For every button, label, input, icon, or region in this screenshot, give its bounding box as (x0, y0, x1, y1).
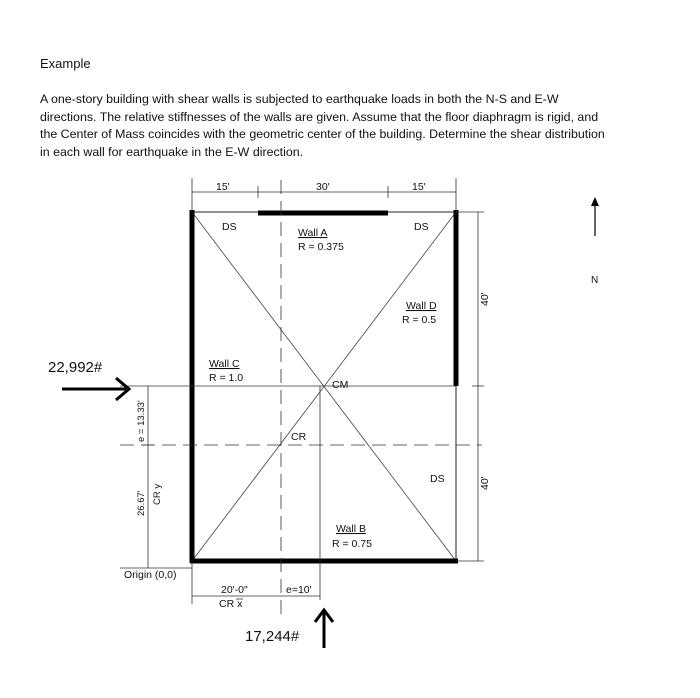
dim-right-upper: 40' (479, 292, 491, 306)
cm-label: CM (332, 379, 349, 391)
origin-label: Origin (0,0) (124, 569, 177, 581)
wall-c-name: Wall C (209, 358, 240, 370)
example-heading: Example (40, 56, 91, 71)
wall-d-name: Wall D (406, 300, 437, 312)
wall-b-stiffness: R = 0.75 (332, 538, 372, 550)
ds-top-left: DS (222, 221, 237, 233)
cr-x-value: 20'-0" (221, 584, 248, 596)
dim-top-mid: 30' (316, 181, 330, 193)
dim-top-right: 15' (412, 181, 426, 193)
dim-top-left: 15' (216, 181, 230, 193)
problem-line-2: directions. The relative stiffnesses of the walls are given. Assume that the floor diaphragm is rigid, and (40, 109, 599, 124)
problem-line-4: in each wall for earthquake in the E-W direction. (40, 144, 304, 159)
cr-x-label: CR x (219, 598, 243, 610)
load-ns-label: 17,244# (245, 628, 300, 645)
cr-y-value: 26.67' (136, 490, 147, 516)
north-label: N (591, 275, 599, 286)
wall-a-stiffness: R = 0.375 (298, 241, 344, 253)
wall-c-stiffness: R = 1.0 (209, 372, 244, 384)
dim-right-lower: 40' (479, 476, 491, 490)
e-x-label: e=10' (286, 584, 312, 596)
ds-bottom-right: DS (430, 473, 445, 485)
north-arrow-icon (591, 197, 599, 206)
cr-y-label: CR y (152, 483, 163, 505)
e-y-label: e = 13.33' (136, 400, 147, 442)
load-ew-label: 22,992# (48, 359, 103, 376)
wall-a-name: Wall A (298, 227, 328, 239)
ds-top-right: DS (414, 221, 429, 233)
cr-label: CR (291, 431, 307, 443)
problem-line-1: A one-story building with shear walls is subjected to earthquake loads in both the N-S and E-W (40, 92, 559, 106)
problem-line-3: the Center of Mass coincides with the geometric center of the building. Determine the shear distribution (40, 127, 605, 141)
wall-b-name: Wall B (336, 523, 366, 535)
wall-d-stiffness: R = 0.5 (402, 314, 437, 326)
